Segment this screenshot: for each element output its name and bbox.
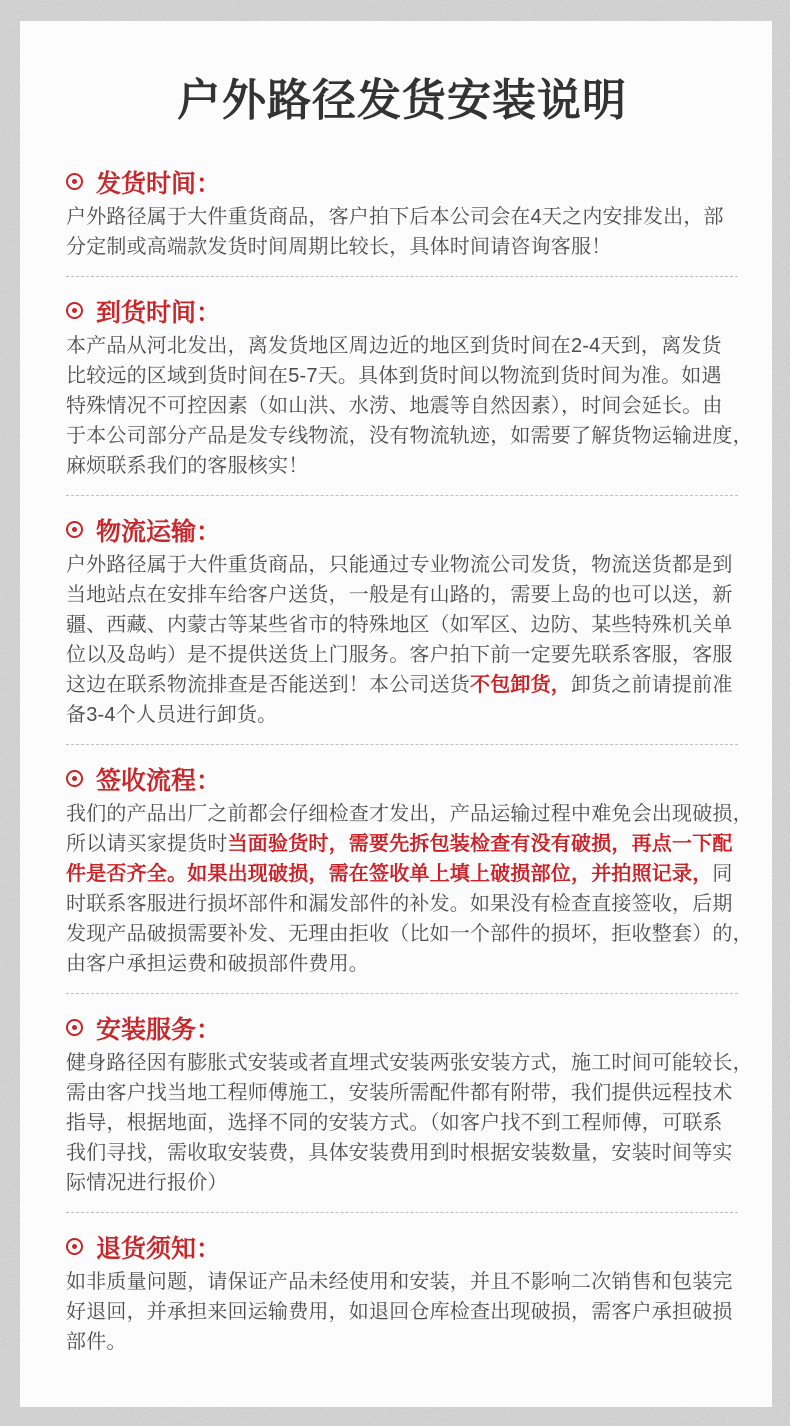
body-line	[66, 889, 738, 919]
sections-container	[66, 166, 753, 1357]
body-line	[66, 949, 738, 979]
body-line	[66, 919, 753, 949]
body-line	[66, 1168, 738, 1198]
body-text: 好退回，并承担来回运输费用，如退回仓库检查出现破损，需客户承担破损	[66, 1301, 733, 1323]
body-line	[66, 610, 738, 640]
body-text: 备3-4个人员进行卸货。	[66, 704, 278, 726]
body-text: 于本公司部分产品是发专线物流，没有物流轨迹，如需要了解货物运输进度，	[66, 425, 753, 447]
circled-dot-icon	[66, 302, 83, 319]
body-text: 当地站点在安排车给客户送货，一般是有山路的，需要上岛的也可以送，新	[66, 584, 733, 606]
body-line	[66, 1108, 738, 1138]
body-text: 如非质量问题，请保证产品未经使用和安装，并且不影响二次销售和包装完	[66, 1271, 733, 1293]
dashed-separator	[66, 495, 738, 496]
body-text: 指导，根据地面，选择不同的安装方式。（如客户找不到工程师傅，可联系	[66, 1112, 723, 1134]
section-arrival-time	[66, 295, 753, 481]
body-line	[66, 580, 738, 610]
section-heading	[66, 1012, 738, 1048]
body-text: 这边在联系物流排查是否能送到！本公司送货	[66, 674, 470, 696]
body-line	[66, 421, 753, 451]
body-text: 同	[712, 863, 733, 885]
body-text: 特殊情况不可控因素（如山洪、水涝、地震等自然因素），时间会延长。由	[66, 395, 723, 417]
body-line	[66, 361, 738, 391]
circled-dot-icon	[66, 1238, 83, 1255]
section-heading-text: 安装服务：	[96, 1016, 222, 1044]
body-line	[66, 550, 738, 580]
body-line	[66, 391, 738, 421]
body-line	[66, 1297, 738, 1327]
body-text: 分定制或高端款发货时间周期比较长，具体时间请咨询客服！	[66, 236, 612, 258]
body-line	[66, 700, 738, 730]
notice-content	[20, 21, 772, 1357]
dashed-separator	[66, 276, 738, 277]
body-text: 发现产品破损需要补发、无理由拒收（比如一个部件的损坏，拒收整套）的，	[66, 923, 753, 945]
body-text: 麻烦联系我们的客服核实！	[66, 455, 309, 477]
section-sign-off-process	[66, 763, 753, 979]
body-text: 本产品从河北发出，离发货地区周边近的地区到货时间在2-4天到，离发货	[66, 335, 722, 357]
section-return-notice	[66, 1231, 738, 1357]
body-line	[66, 670, 738, 700]
body-line	[66, 232, 738, 262]
body-text: 由客户承担运费和破损部件费用。	[66, 953, 369, 975]
body-text: 卸货之前请提前准	[571, 674, 733, 696]
body-text: 我们寻找，需收取安装费，具体安装费用到时根据安装数量，安装时间等实	[66, 1142, 733, 1164]
body-text: 位以及岛屿）是不提供送货上门服务。客户拍下前一定要先联系客服，客服	[66, 644, 733, 666]
highlighted-text: 件是否齐全。如果出现破损，需在签收单上填上破损部位，并拍照记录，	[66, 863, 713, 885]
body-text: 比较远的区域到货时间在5-7天。具体到货时间以物流到货时间为准。如遇	[66, 365, 722, 387]
body-text: 健身路径因有膨胀式安装或者直埋式安装两张安装方式，施工时间可能较长，	[66, 1052, 753, 1074]
section-heading-text: 发货时间：	[96, 170, 222, 198]
section-heading	[66, 514, 738, 550]
body-text: 时联系客服进行损坏部件和漏发部件的补发。如果没有检查直接签收，后期	[66, 893, 733, 915]
circled-dot-icon	[66, 770, 83, 787]
section-heading	[66, 763, 738, 799]
body-text: 需由客户找当地工程师傅施工，安装所需配件都有附带，我们提供远程技术	[66, 1082, 733, 1104]
circled-dot-icon	[66, 173, 83, 190]
body-line	[66, 1138, 738, 1168]
body-line	[66, 799, 753, 829]
section-heading-text: 签收流程：	[96, 767, 222, 795]
section-logistics	[66, 514, 738, 730]
section-heading-text: 到货时间：	[96, 299, 222, 327]
circled-dot-icon	[66, 521, 83, 538]
body-text: 户外路径属于大件重货商品，只能通过专业物流公司发货，物流送货都是到	[66, 554, 733, 576]
section-shipping-time	[66, 166, 738, 262]
body-line	[66, 202, 738, 232]
body-line	[66, 859, 738, 889]
body-line	[66, 640, 738, 670]
body-line	[66, 1078, 738, 1108]
body-line	[66, 1267, 738, 1297]
body-line	[66, 451, 738, 481]
dashed-separator	[66, 1212, 738, 1213]
body-text: 际情况进行报价）	[66, 1172, 228, 1194]
highlighted-text: 当面验货时，需要先拆包装检查有没有破损，再点一下配	[227, 833, 733, 855]
notice-card	[20, 21, 772, 1407]
body-line	[66, 1048, 753, 1078]
page-title: 户外路径发货安装说明	[177, 76, 627, 125]
body-line	[66, 829, 738, 859]
circled-dot-icon	[66, 1019, 83, 1036]
body-text: 我们的产品出厂之前都会仔细检查才发出，产品运输过程中难免会出现破损，	[66, 803, 753, 825]
body-text: 部件。	[66, 1331, 127, 1353]
dashed-separator	[66, 993, 738, 994]
dashed-separator	[66, 744, 738, 745]
section-heading	[66, 295, 738, 331]
highlighted-text: 不包卸货，	[470, 674, 571, 696]
section-heading-text: 物流运输：	[96, 518, 222, 546]
body-text: 所以请买家提货时	[66, 833, 228, 855]
body-text: 疆、西藏、内蒙古等某些省市的特殊地区（如军区、边防、某些特殊机关单	[66, 614, 733, 636]
section-installation-service	[66, 1012, 753, 1198]
body-line	[66, 1327, 738, 1357]
section-heading-text: 退货须知：	[96, 1235, 222, 1263]
body-line	[66, 331, 738, 361]
section-heading	[66, 166, 738, 202]
section-heading	[66, 1231, 738, 1267]
body-text: 户外路径属于大件重货商品，客户拍下后本公司会在4天之内安排发出，部	[66, 206, 724, 228]
